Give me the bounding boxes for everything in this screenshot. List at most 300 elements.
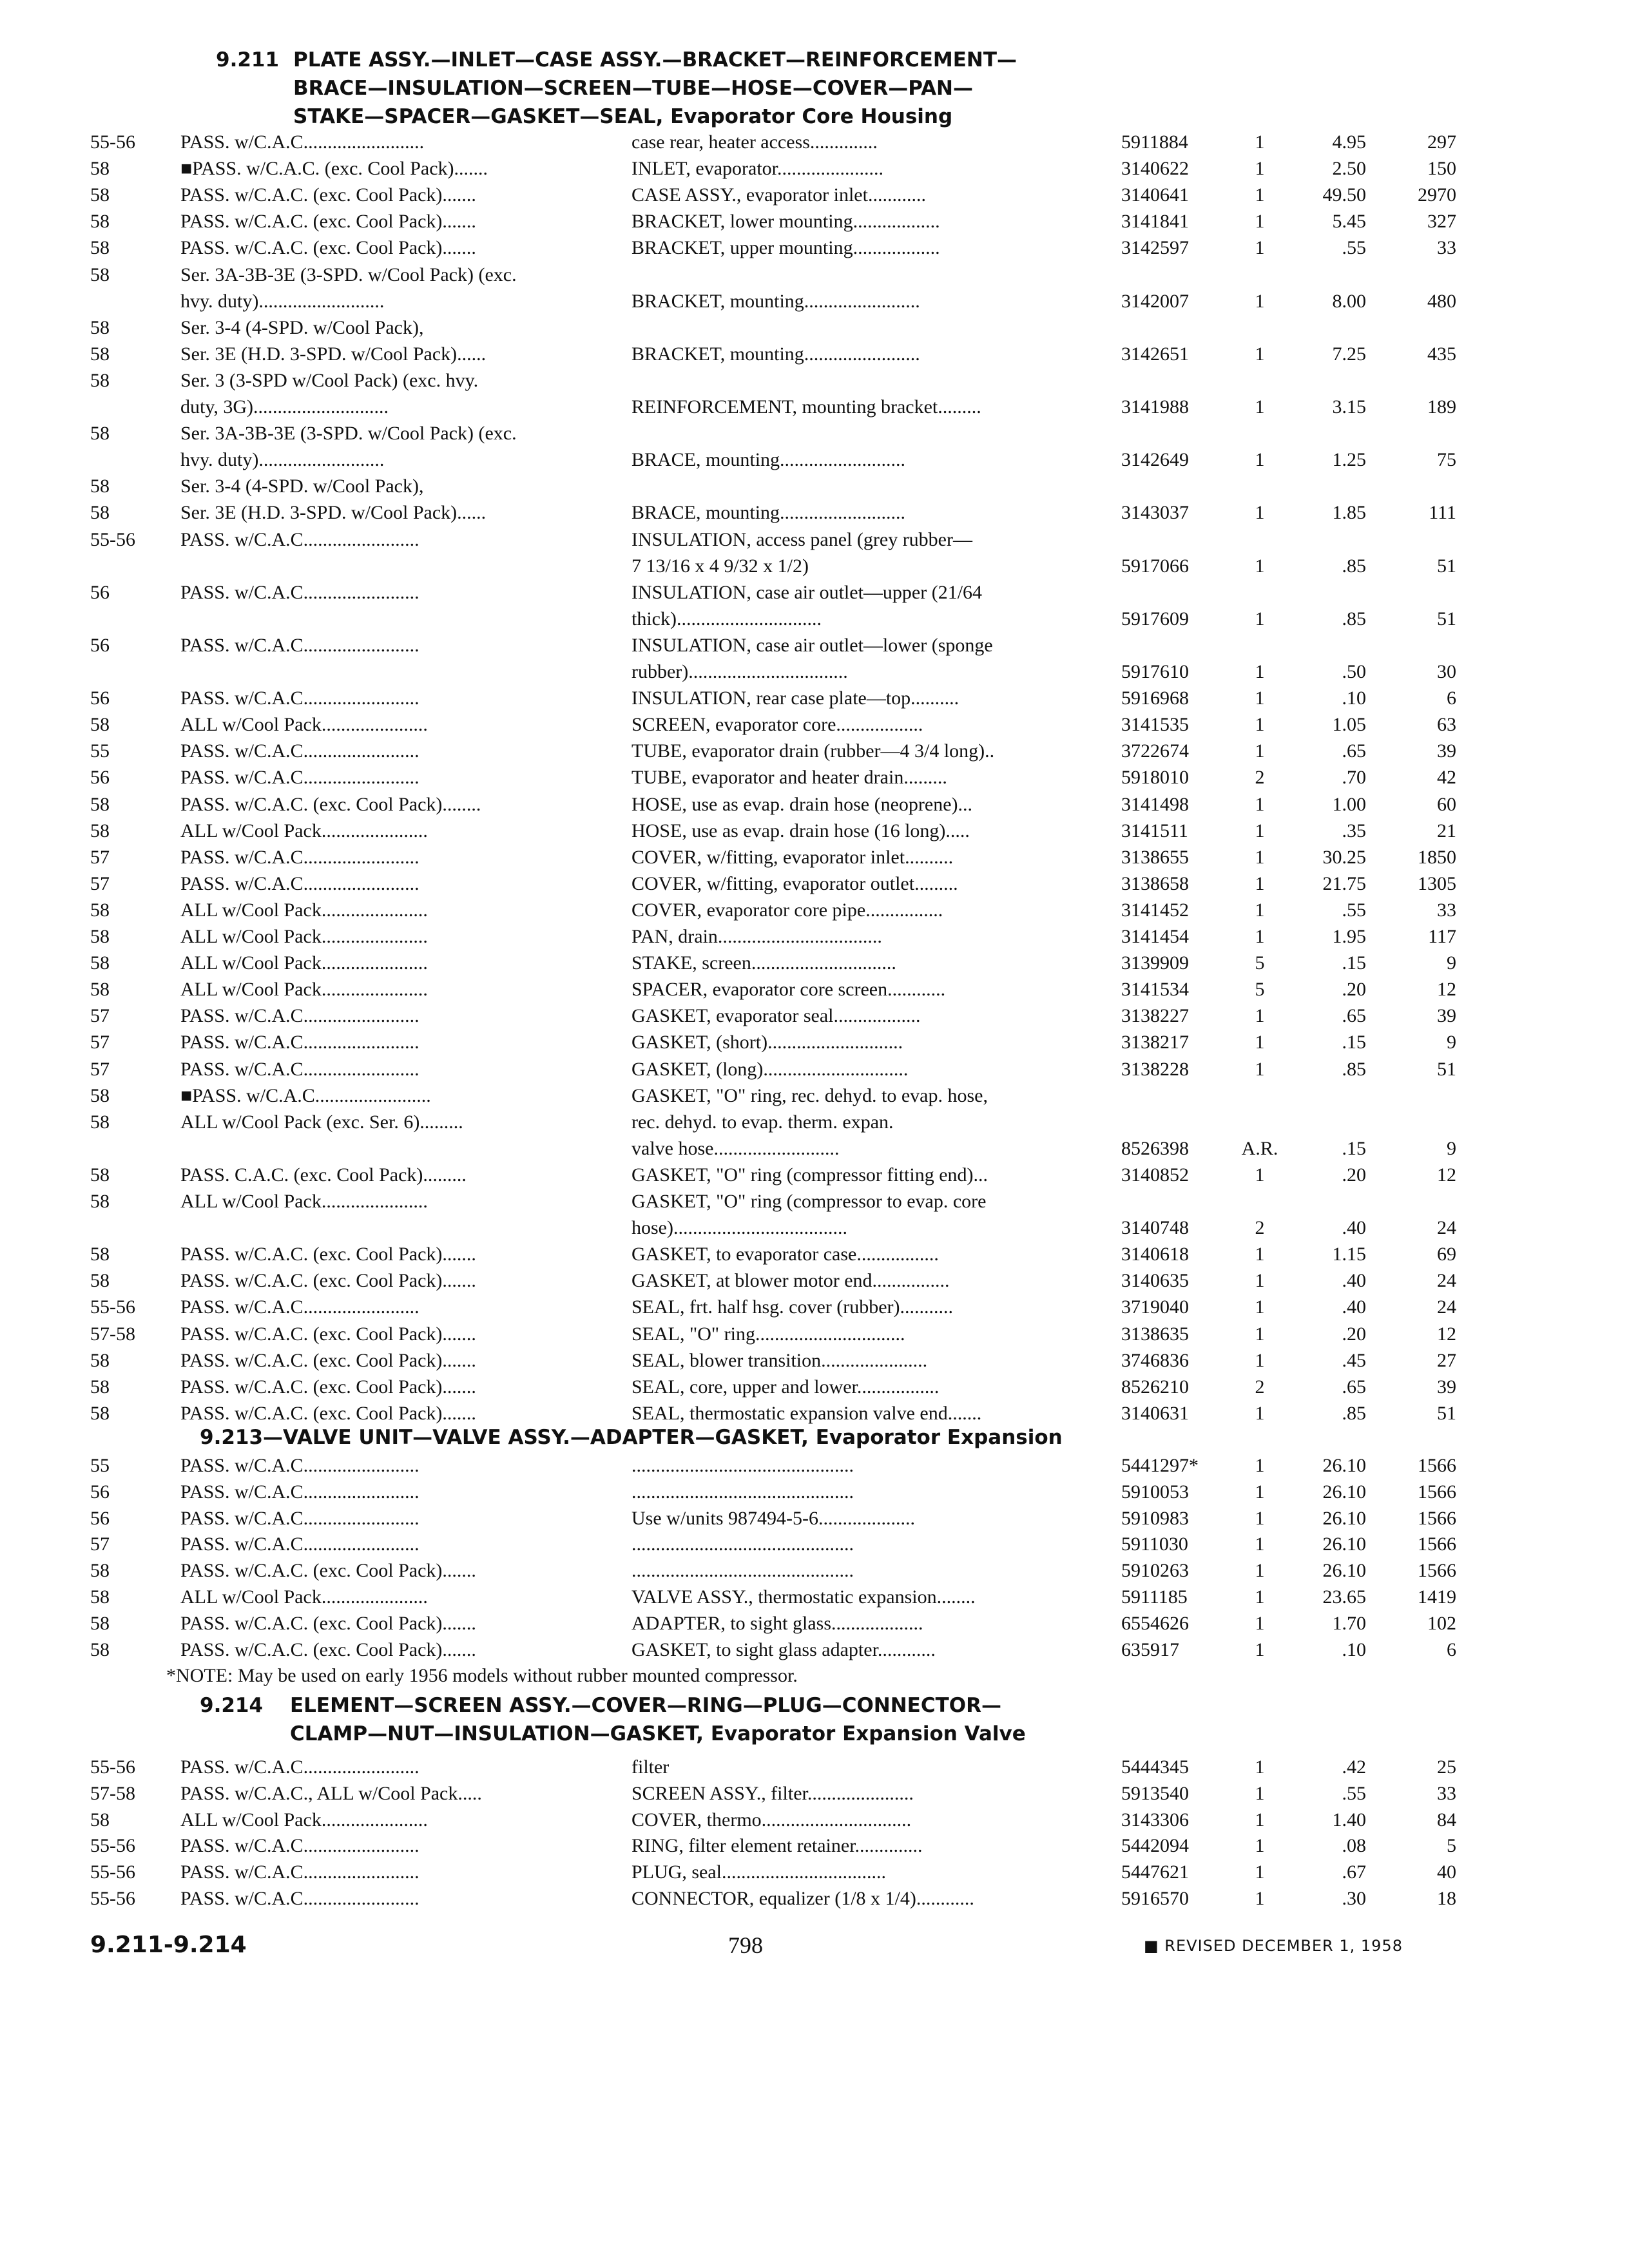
model-application: ALL w/Cool Pack...................... [180,926,428,947]
part-description: RING, filter element retainer.............. [631,1835,923,1856]
section-number: 9.214 [200,1694,264,1717]
model-application: ALL w/Cool Pack...................... [180,820,428,841]
part-description: GASKET, "O" ring, rec. dehyd. to evap. hose, [631,1085,988,1106]
price: 1.05 [1332,714,1366,735]
model-year: 55 [90,740,110,762]
list-price: 327 [1427,211,1456,232]
table-row [0,1267,1629,1294]
model-year: 58 [90,423,110,444]
part-description: SEAL, blower transition...................... [631,1350,928,1371]
table-row [0,1162,1629,1189]
model-year: 57 [90,1533,110,1555]
price: 7.25 [1332,343,1366,365]
part-description: GASKET, (long).............................. [631,1059,909,1080]
model-application: PASS. C.A.C. (exc. Cool Pack)......... [180,1164,467,1186]
model-application: PASS. w/C.A.C........................ [180,1296,419,1318]
part-description: INSULATION, case air outlet—lower (sponge [631,635,993,656]
list-price: 84 [1437,1809,1456,1831]
table-row [0,579,1629,606]
quantity: 1 [1255,1270,1265,1291]
part-number: 3141535 [1121,714,1189,735]
model-year: 56 [90,582,110,603]
quantity: 1 [1255,1296,1265,1318]
section-title-line: BRACE—INSULATION—SCREEN—TUBE—HOSE—COVER—PAN— [293,77,973,100]
model-application: PASS. w/C.A.C. (exc. Cool Pack)....... [180,1560,476,1581]
part-description: TUBE, evaporator drain (rubber—4 3/4 long).. [631,740,995,762]
list-price: 1566 [1418,1560,1456,1581]
list-price: 1850 [1418,847,1456,868]
table-row [0,367,1629,394]
price: 23.65 [1322,1586,1366,1608]
part-number: 3140641 [1121,184,1189,206]
table-row [0,1294,1629,1321]
list-price: 40 [1437,1861,1456,1883]
list-price: 1305 [1418,873,1456,894]
part-description: case rear, heater access.............. [631,131,878,153]
part-number: 5442094 [1121,1835,1189,1856]
price: 4.95 [1332,131,1366,153]
table-row [0,976,1629,1003]
part-number: 3141534 [1121,979,1189,1000]
part-description: SCREEN, evaporator core.................. [631,714,923,735]
list-price: 27 [1437,1350,1456,1371]
part-description: PAN, drain.................................. [631,926,882,947]
part-number: 5916968 [1121,687,1189,709]
part-description: 7 13/16 x 4 9/32 x 1/2) [631,555,809,577]
quantity: 1 [1255,1783,1265,1804]
list-price: 25 [1437,1756,1456,1778]
model-year: 58 [90,1560,110,1581]
model-year: 58 [90,237,110,258]
price: .45 [1342,1350,1366,1371]
part-number: 3138228 [1121,1059,1189,1080]
quantity: 1 [1255,1059,1265,1080]
model-application: duty, 3G)............................ [180,396,389,418]
list-price: 102 [1427,1613,1456,1634]
part-description: STAKE, screen.............................. [631,952,896,974]
part-description: ADAPTER, to sight glass................... [631,1613,923,1634]
price: 26.10 [1322,1508,1366,1529]
quantity: 1 [1255,687,1265,709]
model-year: 57-58 [90,1783,135,1804]
list-price: 21 [1437,820,1456,841]
part-description: BRACKET, mounting........................ [631,291,920,312]
price: 30.25 [1322,847,1366,868]
part-number: 3719040 [1121,1296,1189,1318]
list-price: 111 [1429,502,1456,523]
model-year: 56 [90,687,110,709]
part-number: 3140635 [1121,1270,1189,1291]
section-number: 9.211 [216,48,280,72]
table-row [0,1241,1629,1268]
quantity: 1 [1255,794,1265,815]
part-number: 3139909 [1121,952,1189,974]
part-number: 3138217 [1121,1032,1189,1053]
quantity: 1 [1255,158,1265,179]
price: .20 [1342,1164,1366,1186]
part-description: Use w/units 987494-5-6.................... [631,1508,915,1529]
model-application: PASS. w/C.A.C........................ [180,687,419,709]
model-application: ■PASS. w/C.A.C........................ [180,1085,431,1106]
part-number: 5917610 [1121,661,1189,682]
model-year: 56 [90,767,110,788]
list-price: 30 [1437,661,1456,682]
quantity: 1 [1255,1861,1265,1883]
model-application: PASS. w/C.A.C........................ [180,1533,419,1555]
table-row [0,314,1629,341]
part-number: 3138658 [1121,873,1189,894]
part-description: .............................................. [631,1455,854,1476]
list-price: 24 [1437,1217,1456,1238]
list-price: 24 [1437,1270,1456,1291]
part-number: 3722674 [1121,740,1189,762]
list-price: 51 [1437,608,1456,629]
price: 1.25 [1332,449,1366,470]
part-description: .............................................. [631,1533,854,1555]
table-row [0,711,1629,738]
table-row [0,420,1629,447]
list-price: 33 [1437,899,1456,921]
list-price: 63 [1437,714,1456,735]
quantity: 1 [1255,555,1265,577]
section-heading-9-211 [216,45,1017,128]
part-number: 5913540 [1121,1783,1189,1804]
model-application: PASS. w/C.A.C........................ [180,847,419,868]
part-number: 6554626 [1121,1613,1189,1634]
part-description: COVER, w/fitting, evaporator inlet.......... [631,847,954,868]
price: .85 [1342,608,1366,629]
part-description: BRACKET, upper mounting.................. [631,237,940,258]
part-description: INSULATION, access panel (grey rubber— [631,529,972,550]
footnote: *NOTE: May be used on early 1956 models without rubber mounted compressor. [166,1665,798,1686]
part-number: 3143306 [1121,1809,1189,1831]
model-year: 58 [90,794,110,815]
model-year: 58 [90,1350,110,1371]
model-year: 55-56 [90,529,135,550]
model-year: 57-58 [90,1323,135,1345]
quantity: 1 [1255,1835,1265,1856]
model-year: 56 [90,1508,110,1529]
part-number: 5447621 [1121,1861,1189,1883]
table-row [0,1557,1629,1584]
part-number: 3141452 [1121,899,1189,921]
price: 8.00 [1332,291,1366,312]
table-row [0,897,1629,924]
part-description: BRACE, mounting.......................... [631,449,906,470]
table-row [0,658,1629,686]
model-application: PASS. w/C.A.C. (exc. Cool Pack)....... [180,1613,476,1634]
part-description: valve hose.......................... [631,1138,840,1159]
quantity: 1 [1255,1323,1265,1345]
model-year: 57 [90,873,110,894]
part-description: GASKET, "O" ring (compressor to evap. core [631,1191,987,1212]
quantity: 1 [1255,926,1265,947]
model-application: PASS. w/C.A.C. (exc. Cool Pack)....... [180,1376,476,1398]
part-number: 3142651 [1121,343,1189,365]
price: 3.15 [1332,396,1366,418]
model-year: 58 [90,158,110,179]
price: .65 [1342,1376,1366,1398]
quantity: 1 [1255,740,1265,762]
part-description: BRACKET, lower mounting.................. [631,211,940,232]
list-price: 297 [1427,131,1456,153]
model-application: PASS. w/C.A.C........................ [180,873,419,894]
model-year: 55 [90,1455,110,1476]
table-row [0,950,1629,977]
price: 1.00 [1332,794,1366,815]
price: .20 [1342,979,1366,1000]
quantity: 1 [1255,661,1265,682]
part-number: 3141498 [1121,794,1189,815]
part-number: 3140618 [1121,1244,1189,1265]
table-row [0,1082,1629,1110]
quantity: 1 [1255,1586,1265,1608]
model-application: hvy. duty).......................... [180,449,385,470]
price: .15 [1342,1032,1366,1053]
part-number: 3138227 [1121,1005,1189,1026]
model-application: PASS. w/C.A.C........................ [180,740,419,762]
model-year: 57 [90,1005,110,1026]
model-application: Ser. 3A-3B-3E (3-SPD. w/Cool Pack) (exc. [180,264,517,285]
section-heading-9-214 [200,1691,1026,1745]
model-application: PASS. w/C.A.C........................ [180,1861,419,1883]
part-number: 5911884 [1121,131,1188,153]
part-number: 5444345 [1121,1756,1189,1778]
table-row [0,499,1629,526]
part-number: 3140852 [1121,1164,1189,1186]
price: 1.15 [1332,1244,1366,1265]
part-number: 5917609 [1121,608,1189,629]
part-number: 3141511 [1121,820,1188,841]
model-year: 55-56 [90,1888,135,1909]
list-price: 39 [1437,1376,1456,1398]
part-description: COVER, evaporator core pipe................ [631,899,943,921]
price: .08 [1342,1835,1366,1856]
list-price: 117 [1428,926,1456,947]
price: .10 [1342,687,1366,709]
model-application: Ser. 3E (H.D. 3-SPD. w/Cool Pack)...... [180,343,487,365]
part-description: SCREEN ASSY., filter...................... [631,1783,914,1804]
model-application: PASS. w/C.A.C. (exc. Cool Pack)....... [180,1244,476,1265]
quantity: 1 [1255,1350,1265,1371]
model-application: PASS. w/C.A.C........................ [180,1756,419,1778]
list-price: 12 [1437,1164,1456,1186]
table-row [0,923,1629,950]
quantity: 1 [1255,820,1265,841]
model-application: PASS. w/C.A.C........................ [180,1032,419,1053]
price: .20 [1342,1323,1366,1345]
part-description: HOSE, use as evap. drain hose (16 long)..... [631,820,970,841]
price: .35 [1342,820,1366,841]
model-year: 58 [90,820,110,841]
list-price: 5 [1447,1835,1456,1856]
table-row [0,394,1629,421]
model-year: 58 [90,317,110,338]
list-price: 51 [1437,1403,1456,1424]
list-price: 1566 [1418,1481,1456,1503]
part-description: .............................................. [631,1560,854,1581]
part-number: 3141454 [1121,926,1189,947]
table-row [0,341,1629,368]
model-year: 58 [90,1270,110,1291]
model-application: PASS. w/C.A.C......................... [180,131,425,153]
model-application: PASS. w/C.A.C. (exc. Cool Pack)....... [180,237,476,258]
quantity: 1 [1255,899,1265,921]
table-row [0,129,1629,156]
quantity: 1 [1255,1560,1265,1581]
part-description: GASKET, at blower motor end................ [631,1270,950,1291]
part-number: 3138635 [1121,1323,1189,1345]
model-application: PASS. w/C.A.C........................ [180,1455,419,1476]
quantity: 1 [1255,608,1265,629]
model-year: 56 [90,635,110,656]
part-description: BRACE, mounting.......................... [631,502,906,523]
model-year: 58 [90,979,110,1000]
model-application: PASS. w/C.A.C........................ [180,1888,419,1909]
model-year: 58 [90,502,110,523]
quantity: 1 [1255,873,1265,894]
part-description: GASKET, to sight glass adapter............ [631,1639,936,1660]
part-number: 5910053 [1121,1481,1189,1503]
price: .40 [1342,1270,1366,1291]
quantity: 1 [1255,396,1265,418]
part-number: 3140631 [1121,1403,1189,1424]
list-price: 1566 [1418,1533,1456,1555]
price: .55 [1342,899,1366,921]
table-row [0,818,1629,845]
model-year: 58 [90,1809,110,1831]
part-description: REINFORCEMENT, mounting bracket......... [631,396,981,418]
part-description: VALVE ASSY., thermostatic expansion........ [631,1586,976,1608]
part-number: 3141988 [1121,396,1189,418]
list-price: 75 [1437,449,1456,470]
part-description: GASKET, "O" ring (compressor fitting end)... [631,1164,988,1186]
part-number: 8526210 [1121,1376,1189,1398]
model-application: PASS. w/C.A.C........................ [180,1508,419,1529]
price: .70 [1342,767,1366,788]
table-row [0,1505,1629,1532]
table-row [0,1188,1629,1215]
list-price: 42 [1437,767,1456,788]
table-row [0,1637,1629,1664]
table-row [0,870,1629,898]
quantity: 1 [1255,502,1265,523]
list-price: 39 [1437,740,1456,762]
table-row [0,262,1629,289]
model-year: 58 [90,1191,110,1212]
part-number: 5916570 [1121,1888,1189,1909]
model-application: Ser. 3E (H.D. 3-SPD. w/Cool Pack)...... [180,502,487,523]
quantity: 1 [1255,237,1265,258]
model-year: 58 [90,1376,110,1398]
model-year: 58 [90,714,110,735]
list-price: 435 [1427,343,1456,365]
model-year: 58 [90,343,110,365]
part-description: rec. dehyd. to evap. therm. expan. [631,1111,894,1133]
list-price: 39 [1437,1005,1456,1026]
model-application: Ser. 3 (3-SPD w/Cool Pack) (exc. hvy. [180,370,479,391]
quantity: 1 [1255,1032,1265,1053]
section-heading-9-213 [200,1423,1063,1452]
model-year: 58 [90,1244,110,1265]
price: 21.75 [1322,873,1366,894]
table-row [0,1347,1629,1374]
price: 26.10 [1322,1455,1366,1476]
table-row [0,1452,1629,1479]
quantity: 1 [1255,1005,1265,1026]
model-application: ALL w/Cool Pack...................... [180,714,428,735]
part-number: 3142649 [1121,449,1189,470]
model-application: ■PASS. w/C.A.C. (exc. Cool Pack)....... [180,158,488,179]
price: 49.50 [1322,184,1366,206]
quantity: 1 [1255,1481,1265,1503]
table-row [0,1003,1629,1030]
table-row [0,606,1629,633]
part-number: 635917 [1121,1639,1179,1660]
revision-notice: ■ REVISED DECEMBER 1, 1958 [1144,1937,1403,1955]
model-application: Ser. 3-4 (4-SPD. w/Cool Pack), [180,317,424,338]
price: .65 [1342,1005,1366,1026]
model-year: 55-56 [90,1296,135,1318]
table-row [0,447,1629,474]
part-description: GASKET, (short)............................ [631,1032,903,1053]
model-year: 58 [90,184,110,206]
model-year: 58 [90,1586,110,1608]
part-description: HOSE, use as evap. drain hose (neoprene)... [631,794,972,815]
price: .50 [1342,661,1366,682]
quantity: 1 [1255,1533,1265,1555]
model-application: PASS. w/C.A.C........................ [180,582,419,603]
quantity: 1 [1255,1756,1265,1778]
quantity: 1 [1255,1508,1265,1529]
model-application: PASS. w/C.A.C. (exc. Cool Pack)....... [180,211,476,232]
quantity: 1 [1255,184,1265,206]
table-row [0,632,1629,659]
table-row [0,1109,1629,1136]
model-application: PASS. w/C.A.C. (exc. Cool Pack)....... [180,1403,476,1424]
part-number: 3142597 [1121,237,1189,258]
model-application: PASS. w/C.A.C........................ [180,1005,419,1026]
model-year: 55-56 [90,1861,135,1883]
model-application: PASS. w/C.A.C., ALL w/Cool Pack..... [180,1783,482,1804]
model-application: ALL w/Cool Pack (exc. Ser. 6)......... [180,1111,463,1133]
footer-section-range: 9.211-9.214 [90,1932,247,1958]
quantity: 1 [1255,343,1265,365]
part-description: SEAL, core, upper and lower................. [631,1376,940,1398]
model-year: 58 [90,370,110,391]
price: .30 [1342,1888,1366,1909]
model-year: 58 [90,476,110,497]
table-row [0,738,1629,765]
list-price: 1566 [1418,1508,1456,1529]
list-price: 9 [1447,1032,1456,1053]
model-year: 58 [90,1403,110,1424]
part-description: COVER, w/fitting, evaporator outlet......... [631,873,958,894]
price: 26.10 [1322,1533,1366,1555]
quantity: 1 [1255,291,1265,312]
table-row [0,473,1629,500]
part-description: CASE ASSY., evaporator inlet............ [631,184,926,206]
table-row [0,1859,1629,1886]
section-title-line: PLATE ASSY.—INLET—CASE ASSY.—BRACKET—REINFORCEMENT— [293,48,1017,72]
table-row [0,288,1629,315]
part-description: BRACKET, mounting........................ [631,343,920,365]
list-price: 150 [1427,158,1456,179]
table-row [0,1885,1629,1912]
table-row [0,208,1629,235]
quantity: 1 [1255,131,1265,153]
quantity: 1 [1255,1403,1265,1424]
